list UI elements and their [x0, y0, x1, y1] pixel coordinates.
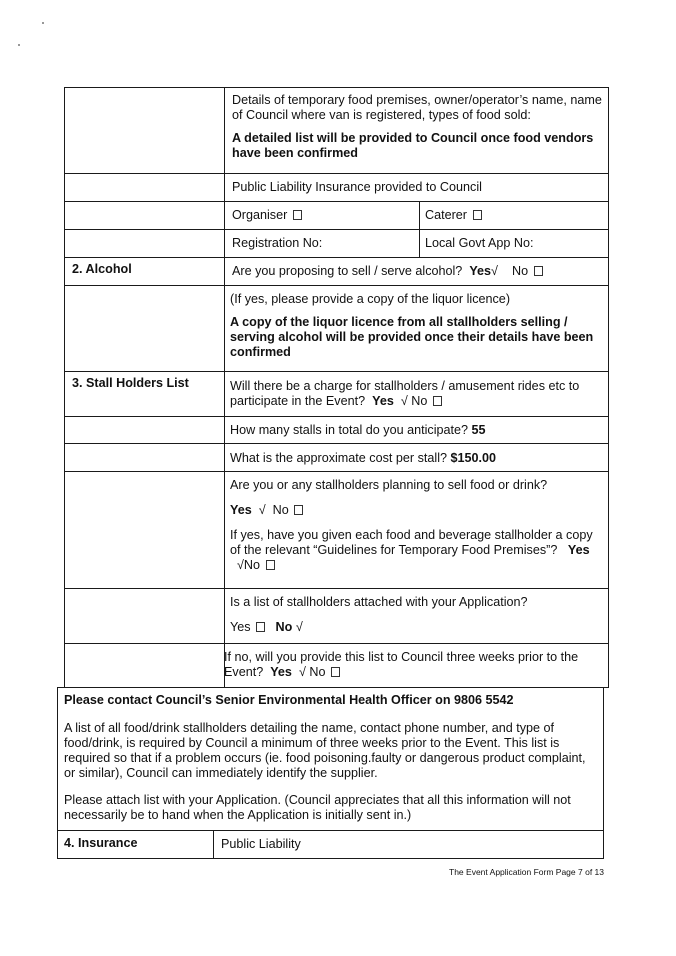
alcohol-no: No	[511, 264, 529, 278]
alcohol-question-cell	[232, 264, 607, 279]
organiser-cell	[232, 208, 412, 223]
guidelines-question: If yes, have you given each food and beverage stallholder a copy of the relevant “Guidelines for Temporary Food Premises”?	[230, 528, 593, 557]
public-liability-text: Public Liability Insurance provided to Council	[232, 180, 482, 194]
food-premises-details: Details of temporary food premises, owner/operator’s name, name of Council where van is registered, types of food sold:	[232, 93, 602, 122]
local-govt-cell	[425, 236, 605, 251]
stall-holders-label-cell	[72, 376, 222, 391]
caterer-label: Caterer	[425, 208, 467, 222]
food-drink-cell	[230, 478, 604, 573]
list-later-tick: √	[298, 665, 306, 679]
alcohol-question: Are you proposing to sell / serve alcohol?	[232, 264, 463, 278]
list-attached-yes-checkbox[interactable]	[256, 622, 265, 632]
contact-paragraph-2: Please attach list with your Application. (Council appreciates that all this information will not necessarily be to hand when the Application is initially sent in.)	[64, 793, 571, 822]
list-attached-answer-line	[230, 620, 604, 635]
list-later-no: No	[309, 665, 326, 679]
food-drink-no: No	[272, 503, 289, 517]
contact-block	[64, 693, 598, 823]
alcohol-tick: √	[491, 264, 498, 278]
page-footer	[380, 867, 604, 878]
contact-heading: Please contact Council’s Senior Environmental Health Officer on 9806 5542	[64, 693, 514, 707]
stall-holders-label: 3. Stall Holders List	[72, 376, 189, 390]
guidelines-no: No	[243, 558, 261, 572]
list-attached-yes: Yes	[230, 620, 251, 634]
list-attached-question: Is a list of stallholders attached with your Application?	[230, 595, 528, 609]
insurance-value: Public Liability	[221, 837, 301, 851]
scan-speck	[42, 22, 44, 24]
food-drink-question: Are you or any stallholders planning to sell food or drink?	[230, 478, 548, 492]
list-attached-tick: √	[295, 620, 303, 634]
alcohol-no-checkbox[interactable]	[534, 266, 543, 276]
food-premises-note: A detailed list will be provided to Council once food vendors have been confirmed	[232, 131, 594, 160]
list-later-cell	[224, 650, 604, 680]
food-drink-tick: √	[258, 503, 266, 517]
organiser-label: Organiser	[232, 208, 288, 222]
stall-charge-question: Will there be a charge for stallholders / amusement rides etc to participate in the Event?	[230, 379, 580, 408]
list-later-question: If no, will you provide this list to Council three weeks prior to the Event?	[224, 650, 579, 679]
food-drink-no-checkbox[interactable]	[294, 505, 303, 515]
stall-charge-no: No	[411, 394, 428, 408]
caterer-cell	[425, 208, 605, 223]
list-later-yes: Yes	[270, 665, 292, 679]
contact-paragraph-1: A list of all food/drink stallholders detailing the name, contact phone number, and type of food/drink, is required by Council a minimum of three weeks prior to the Event. This list is required so that if a problem occurs (ie. food poisoning.faulty or dangerous product complaint, or similar), Council can immediately identify the supplier.	[64, 721, 586, 780]
guidelines-yes: Yes	[567, 543, 590, 557]
organiser-checkbox[interactable]	[293, 210, 302, 220]
stall-charge-yes: Yes	[372, 394, 394, 408]
alcohol-yes: Yes	[469, 264, 492, 278]
alcohol-label-cell	[72, 262, 222, 277]
liquor-cell	[230, 292, 604, 360]
list-later-no-checkbox[interactable]	[331, 667, 340, 677]
food-drink-yes: Yes	[230, 503, 252, 517]
insurance-label: 4. Insurance	[64, 836, 138, 850]
guidelines-no-checkbox[interactable]	[266, 560, 275, 570]
food-premises-cell	[232, 93, 602, 161]
stall-charge-tick: √	[400, 394, 408, 408]
registration-label: Registration No:	[232, 236, 323, 250]
guidelines-tick: √	[237, 558, 244, 572]
stall-charge-no-checkbox[interactable]	[433, 396, 442, 406]
local-govt-label: Local Govt App No:	[425, 236, 534, 250]
stall-count-cell	[230, 423, 600, 438]
page-footer-text: The Event Application Form Page 7 of 13	[449, 867, 604, 877]
alcohol-label: 2. Alcohol	[72, 262, 132, 276]
stall-cost-answer: $150.00	[450, 451, 497, 465]
stall-count-answer: 55	[471, 423, 486, 437]
scan-speck	[18, 44, 20, 46]
food-drink-answer-line	[230, 503, 604, 518]
liquor-request: (If yes, please provide a copy of the liquor licence)	[230, 292, 511, 306]
stall-count-question: How many stalls in total do you anticipate?	[230, 423, 469, 437]
stall-cost-cell	[230, 451, 600, 466]
liquor-note: A copy of the liquor licence from all stallholders selling / serving alcohol will be provided once their details have been confirmed	[230, 315, 594, 359]
guidelines-line	[230, 528, 604, 573]
insurance-label-cell	[64, 836, 212, 851]
list-attached-no: No	[275, 620, 293, 634]
stall-cost-question: What is the approximate cost per stall?	[230, 451, 447, 465]
public-liability-cell	[232, 180, 602, 195]
registration-cell	[232, 236, 412, 251]
stall-charge-cell	[230, 379, 600, 409]
caterer-checkbox[interactable]	[473, 210, 482, 220]
list-attached-cell	[230, 595, 604, 635]
insurance-value-cell	[221, 837, 601, 852]
